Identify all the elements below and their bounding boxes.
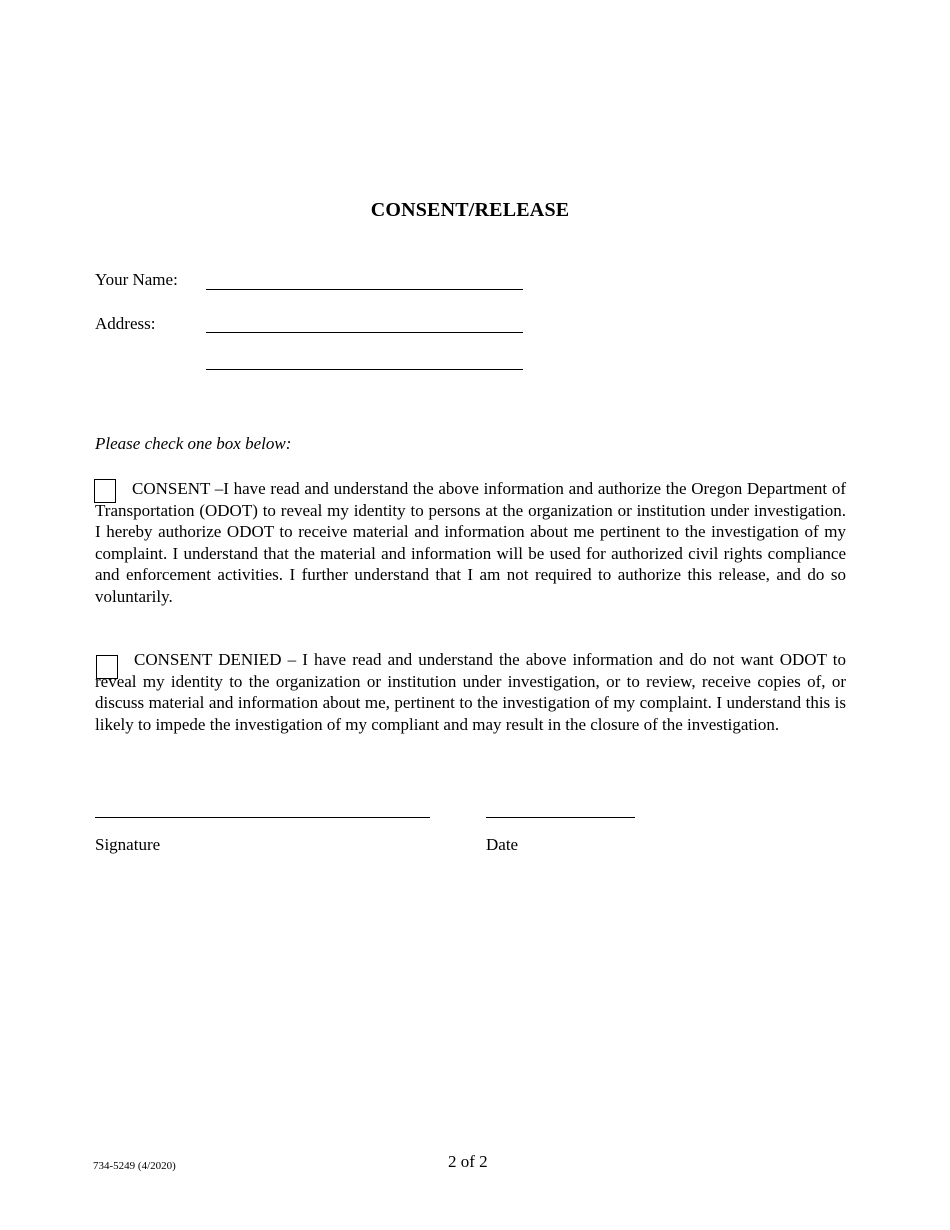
signature-line[interactable] xyxy=(95,817,430,818)
date-label: Date xyxy=(486,835,519,854)
address-label: Address: xyxy=(95,314,156,333)
instruction-text: Please check one box below: xyxy=(95,434,292,453)
form-number: 734-5249 (4/2020) xyxy=(93,1160,176,1172)
consent-denied-text: CONSENT DENIED – I have read and understand the above information and do not want ODOT to reveal my identity to the organization or institution under investigation, or to review, receive copies of, or discuss material and information about me, pertinent to the investigation of my complaint. I understand this is likely to impede the investigation of my compliant and may result in the closure of the investigation. xyxy=(95,650,846,734)
name-field[interactable] xyxy=(206,289,523,290)
signature-label: Signature xyxy=(95,835,161,854)
consent-text: CONSENT –I have read and understand the above information and authorize the Oregon Department of Transportation (ODOT) to reveal my identity to persons at the organization or institution under investigation. I hereby authorize ODOT to receive material and information about me pertinent to the investigation of my complaint. I understand that the material and information will be used for authorized civil rights compliance and enforcement activities. I further understand that I am not required to authorize this release, and do so voluntarily. xyxy=(95,479,846,606)
name-label: Your Name: xyxy=(95,270,178,289)
date-line[interactable] xyxy=(486,817,635,818)
address-field-line-1[interactable] xyxy=(206,332,523,333)
page-title: CONSENT/RELEASE xyxy=(370,199,570,221)
address-field-line-2[interactable] xyxy=(206,369,523,370)
page-number: 2 of 2 xyxy=(448,1152,488,1171)
